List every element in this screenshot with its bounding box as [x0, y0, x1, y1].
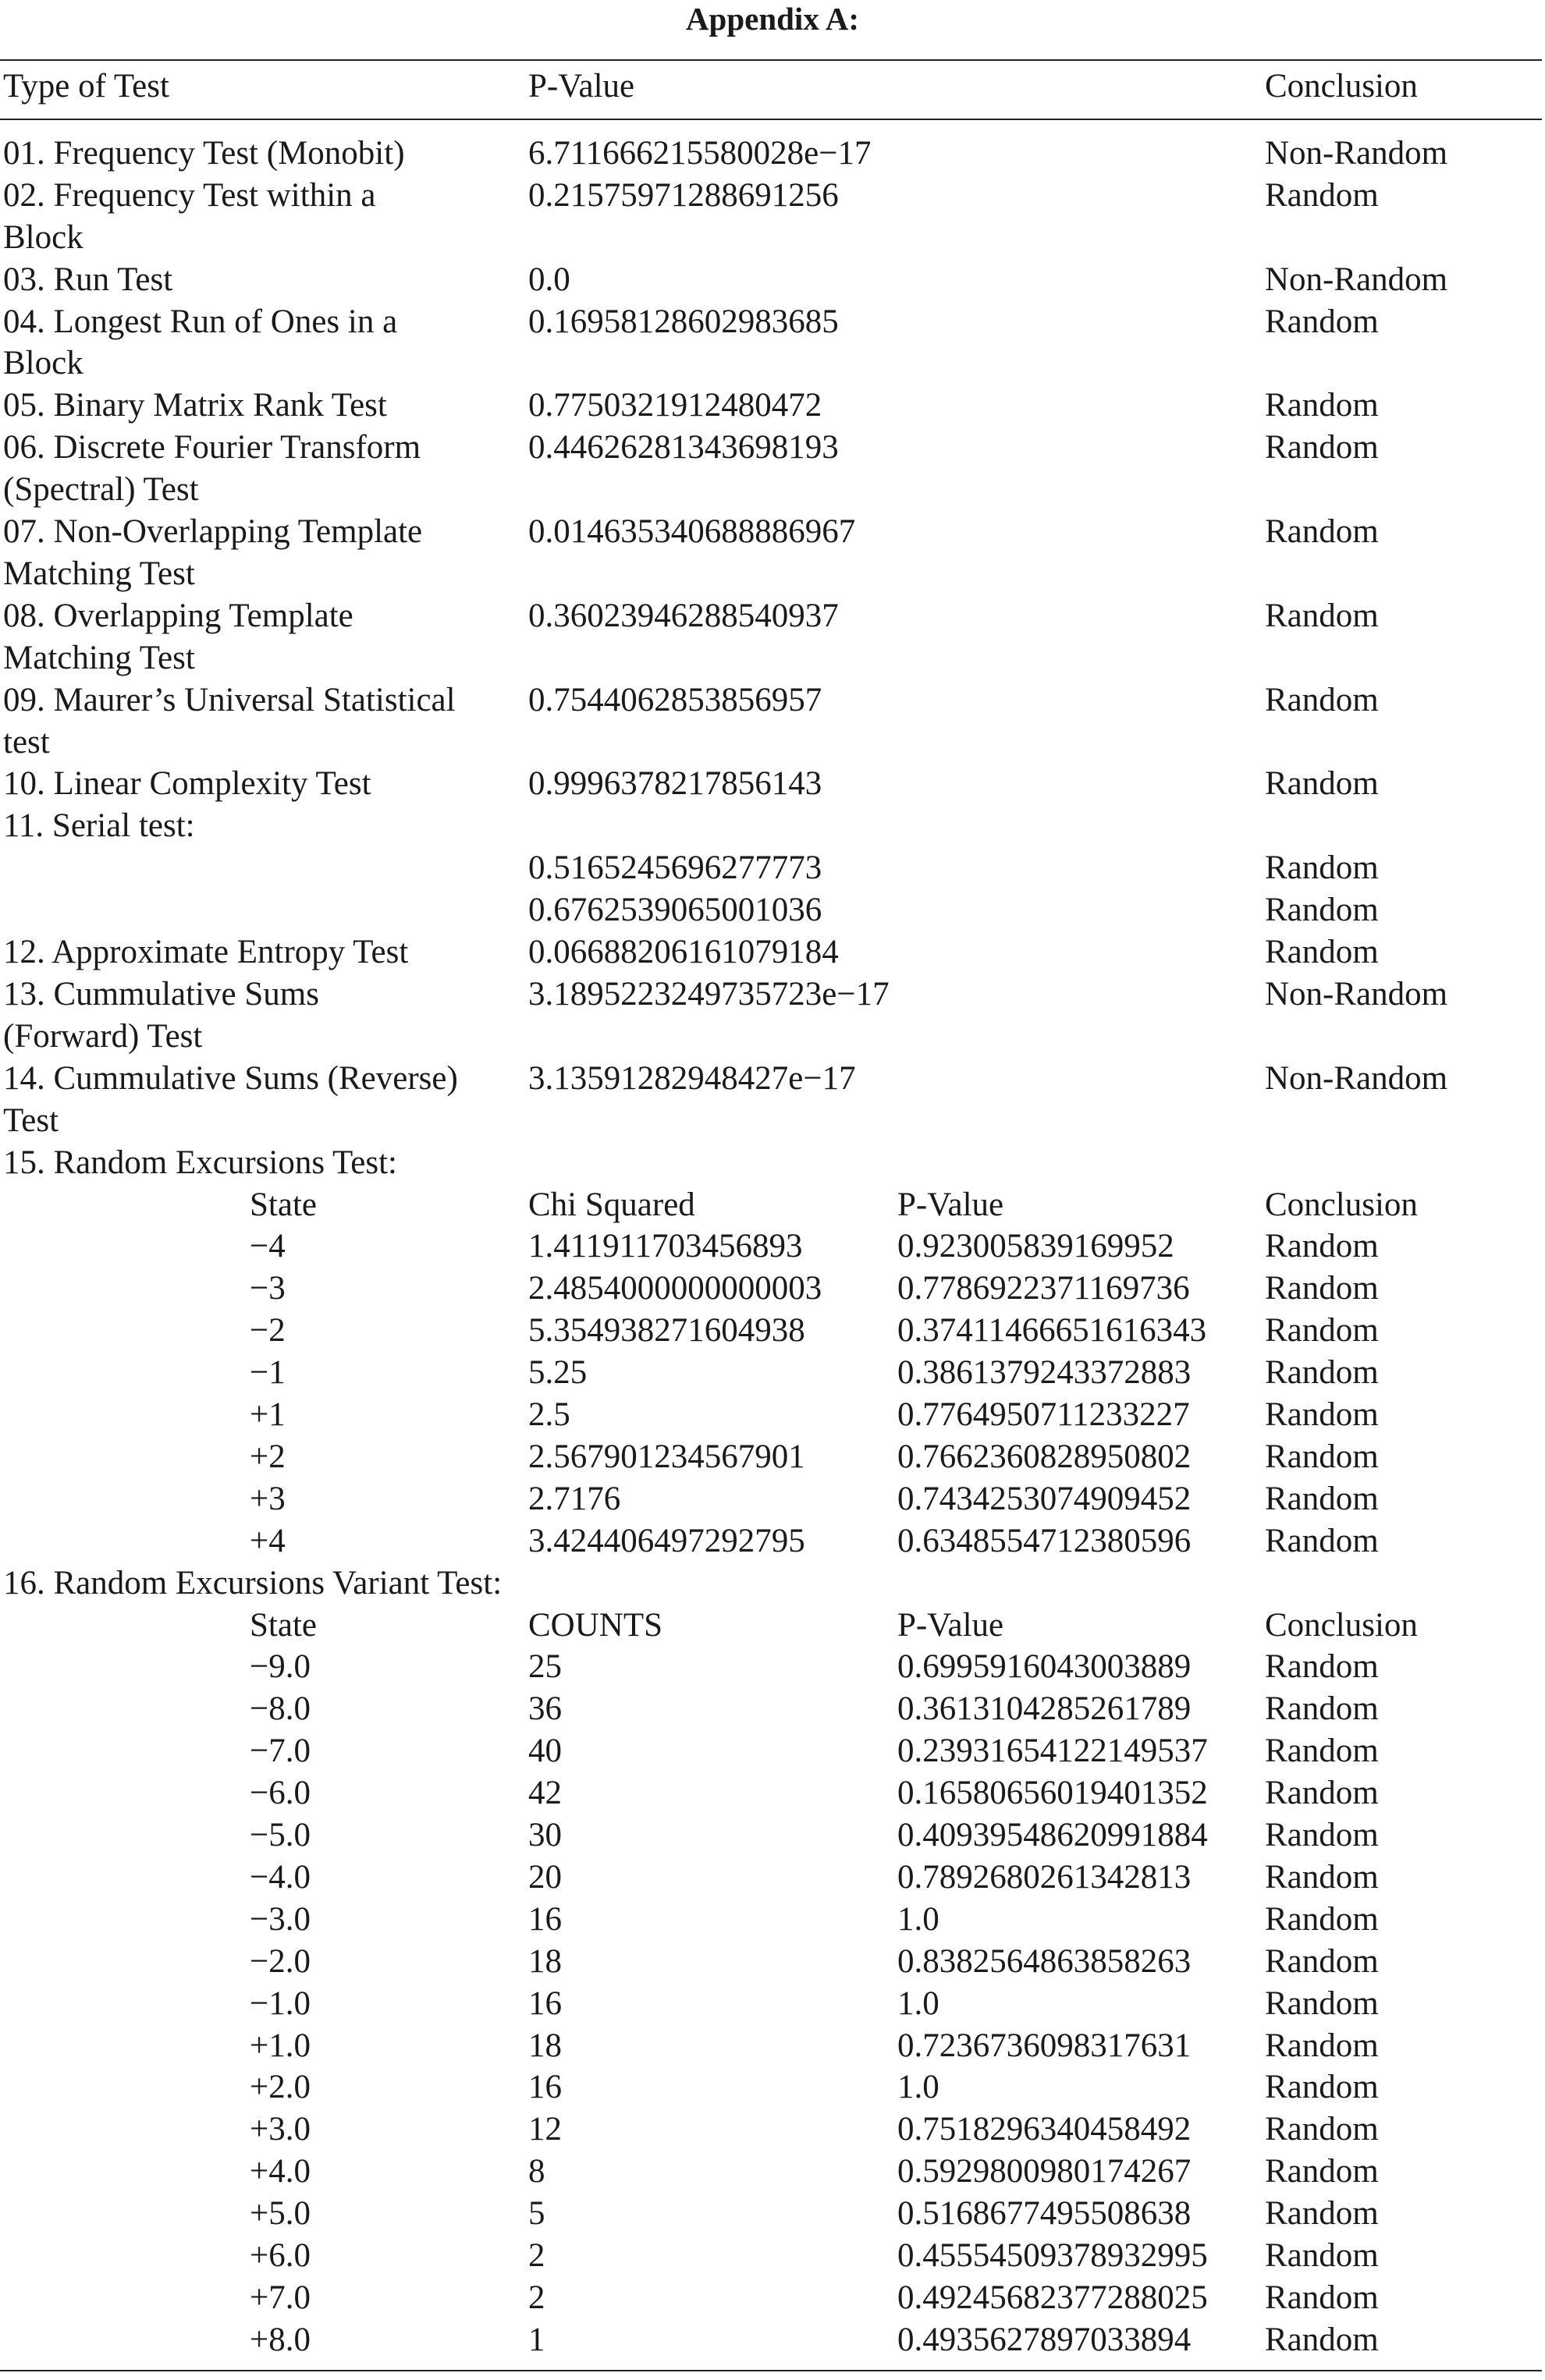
test-conclusion: Non-Random	[1265, 261, 1448, 298]
variant-conclusion: Random	[1265, 2237, 1379, 2274]
variant-conclusion: Random	[1265, 1985, 1379, 2022]
test-pvalue: 0.9996378217856143	[528, 765, 822, 802]
test-name-line: (Spectral) Test	[3, 471, 199, 508]
variant-conclusion: Random	[1265, 1901, 1379, 1938]
test-name-line: 12. Approximate Entropy Test	[3, 934, 409, 970]
variant-state: +6.0	[250, 2237, 311, 2274]
test-conclusion: Random	[1265, 682, 1379, 718]
excursions-stat: 2.567901234567901	[528, 1438, 805, 1475]
excursions-pvalue: 0.923005839169952	[897, 1228, 1174, 1264]
variant-state: +1.0	[250, 2027, 311, 2064]
variant-state: +8.0	[250, 2321, 311, 2358]
test-name-line: 06. Discrete Fourier Transform	[3, 429, 421, 466]
variant-pvalue: 0.5929800980174267	[897, 2153, 1192, 2190]
test-name-line: 04. Longest Run of Ones in a	[3, 303, 398, 340]
variant-stat: 25	[528, 1648, 562, 1685]
test-name-line: Block	[3, 345, 83, 381]
test-conclusion: Non-Random	[1265, 976, 1448, 1013]
appendix-title: Appendix A:	[685, 1, 860, 37]
variant-conclusion: Random	[1265, 2027, 1379, 2064]
excursions-pvalue: 0.6348554712380596	[897, 1523, 1192, 1559]
excursions-header-pvalue: P-Value	[897, 1186, 1004, 1223]
test-name-line: Matching Test	[3, 640, 195, 676]
excursions-label: 15. Random Excursions Test:	[3, 1144, 397, 1181]
variant-state: −5.0	[250, 1817, 311, 1853]
variant-state: +2.0	[250, 2069, 311, 2105]
test-pvalue: 0.16958128602983685	[528, 303, 839, 340]
header-type: Type of Test	[3, 68, 169, 105]
variant-stat: 36	[528, 1690, 562, 1727]
excursions-state: +3	[250, 1481, 286, 1517]
variant-state: +3.0	[250, 2111, 311, 2148]
variant-pvalue: 0.3613104285261789	[897, 1690, 1192, 1727]
variant-conclusion: Random	[1265, 2321, 1379, 2358]
excursions-stat: 2.4854000000000003	[528, 1270, 822, 1307]
variant-state: −7.0	[250, 1733, 311, 1769]
test-name-line: test	[3, 724, 50, 761]
variant-pvalue: 1.0	[897, 2069, 939, 2105]
excursions-state: +1	[250, 1396, 286, 1433]
variant-conclusion: Random	[1265, 1690, 1379, 1727]
test-name-line: Test	[3, 1102, 59, 1139]
excursions-stat: 2.7176	[528, 1481, 621, 1517]
test-conclusion: Random	[1265, 765, 1379, 802]
variant-stat: 40	[528, 1733, 562, 1769]
test-conclusion: Non-Random	[1265, 1060, 1448, 1097]
serial-pvalue: 0.5165245696277773	[528, 849, 822, 886]
variant-stat: 18	[528, 2027, 562, 2064]
variant-stat: 42	[528, 1775, 562, 1811]
variant-stat: 16	[528, 2069, 562, 2105]
excursions-stat: 3.424406497292795	[528, 1523, 805, 1559]
variant-state: −6.0	[250, 1775, 311, 1811]
header-conclusion: Conclusion	[1265, 68, 1418, 105]
header-rule	[0, 119, 1542, 120]
variant-label: 16. Random Excursions Variant Test:	[3, 1565, 503, 1601]
variant-header-conclusion: Conclusion	[1265, 1607, 1418, 1644]
variant-stat: 20	[528, 1859, 562, 1896]
excursions-pvalue: 0.7662360828950802	[897, 1438, 1192, 1475]
serial-pvalue: 0.6762539065001036	[528, 892, 822, 928]
excursions-pvalue: 0.7434253074909452	[897, 1481, 1192, 1517]
excursions-header-state: State	[250, 1186, 317, 1223]
top-rule	[0, 59, 1542, 61]
variant-header-stat: COUNTS	[528, 1607, 663, 1644]
variant-pvalue: 0.40939548620991884	[897, 1817, 1208, 1853]
test-name-line: (Forward) Test	[3, 1018, 203, 1055]
test-conclusion: Random	[1265, 934, 1379, 970]
variant-conclusion: Random	[1265, 2111, 1379, 2148]
test-pvalue: 3.13591282948427e−17	[528, 1060, 856, 1097]
variant-pvalue: 0.6995916043003889	[897, 1648, 1192, 1685]
excursions-state: −2	[250, 1312, 286, 1349]
variant-conclusion: Random	[1265, 2279, 1379, 2316]
excursions-pvalue: 0.3861379243372883	[897, 1354, 1192, 1391]
variant-state: −3.0	[250, 1901, 311, 1938]
variant-pvalue: 0.5168677495508638	[897, 2195, 1192, 2232]
excursions-state: −1	[250, 1354, 286, 1391]
variant-stat: 1	[528, 2321, 545, 2358]
excursions-header-stat: Chi Squared	[528, 1186, 695, 1223]
serial-conclusion: Random	[1265, 849, 1379, 886]
variant-state: +7.0	[250, 2279, 311, 2316]
variant-stat: 2	[528, 2279, 545, 2316]
variant-conclusion: Random	[1265, 2153, 1379, 2190]
excursions-conclusion: Random	[1265, 1438, 1379, 1475]
variant-state: −2.0	[250, 1943, 311, 1980]
excursions-state: +4	[250, 1523, 286, 1559]
variant-state: −8.0	[250, 1690, 311, 1727]
test-pvalue: 0.36023946288540937	[528, 598, 839, 634]
excursions-stat: 5.354938271604938	[528, 1312, 805, 1349]
variant-stat: 16	[528, 1901, 562, 1938]
test-name-line: 13. Cummulative Sums	[3, 976, 319, 1013]
variant-pvalue: 0.49245682377288025	[897, 2279, 1208, 2316]
excursions-stat: 1.411911703456893	[528, 1228, 803, 1264]
variant-stat: 2	[528, 2237, 545, 2274]
variant-state: −9.0	[250, 1648, 311, 1685]
test-name-line: 08. Overlapping Template	[3, 598, 353, 634]
variant-state: +4.0	[250, 2153, 311, 2190]
test-pvalue: 0.44626281343698193	[528, 429, 839, 466]
variant-stat: 30	[528, 1817, 562, 1853]
variant-conclusion: Random	[1265, 1943, 1379, 1980]
test-pvalue: 0.7544062853856957	[528, 682, 822, 718]
test-conclusion: Random	[1265, 598, 1379, 634]
variant-state: +5.0	[250, 2195, 311, 2232]
variant-conclusion: Random	[1265, 2195, 1379, 2232]
excursions-state: −4	[250, 1228, 286, 1264]
test-name-line: 03. Run Test	[3, 261, 173, 298]
test-name-line: 05. Binary Matrix Rank Test	[3, 387, 387, 424]
excursions-state: +2	[250, 1438, 286, 1475]
test-pvalue: 0.21575971288691256	[528, 177, 839, 214]
excursions-pvalue: 0.7764950711233227	[897, 1396, 1190, 1433]
test-conclusion: Random	[1265, 303, 1379, 340]
variant-header-state: State	[250, 1607, 317, 1644]
variant-stat: 5	[528, 2195, 545, 2232]
variant-pvalue: 0.16580656019401352	[897, 1775, 1208, 1811]
serial-test-label: 11. Serial test:	[3, 807, 195, 844]
variant-conclusion: Random	[1265, 1733, 1379, 1769]
bottom-rule	[0, 2370, 1542, 2371]
test-conclusion: Random	[1265, 513, 1379, 550]
excursions-pvalue: 0.7786922371169736	[897, 1270, 1190, 1307]
variant-state: −1.0	[250, 1985, 311, 2022]
test-pvalue: 6.71166621558002​8e−17	[528, 135, 872, 172]
test-name-line: 09. Maurer’s Universal Statistical	[3, 682, 456, 718]
test-conclusion: Random	[1265, 387, 1379, 424]
excursions-conclusion: Random	[1265, 1481, 1379, 1517]
variant-conclusion: Random	[1265, 1859, 1379, 1896]
test-pvalue: 0.7750321912480472	[528, 387, 822, 424]
test-pvalue: 0.0	[528, 261, 570, 298]
variant-stat: 16	[528, 1985, 562, 2022]
serial-conclusion: Random	[1265, 892, 1379, 928]
test-name-line: Block	[3, 219, 83, 256]
variant-pvalue: 0.7518296340458492	[897, 2111, 1192, 2148]
test-pvalue: 0.014635340688886967	[528, 513, 856, 550]
excursions-pvalue: 0.37411466651616343	[897, 1312, 1207, 1349]
variant-pvalue: 0.45554509378932995	[897, 2237, 1208, 2274]
test-pvalue: 3.1895223249735723e−17	[528, 976, 890, 1013]
variant-pvalue: 0.8382564863858263	[897, 1943, 1192, 1980]
test-name-line: Matching Test	[3, 555, 195, 592]
header-pvalue: P-Value	[528, 68, 635, 105]
variant-pvalue: 1.0	[897, 1985, 939, 2022]
variant-stat: 12	[528, 2111, 562, 2148]
test-name-line: 10. Linear Complexity Test	[3, 765, 371, 802]
test-name-line: 01. Frequency Test (Monobit)	[3, 135, 405, 172]
variant-state: −4.0	[250, 1859, 311, 1896]
variant-conclusion: Random	[1265, 1648, 1379, 1685]
excursions-conclusion: Random	[1265, 1523, 1379, 1559]
test-name-line: 14. Cummulative Sums (Reverse)	[3, 1060, 458, 1097]
variant-pvalue: 0.23931654122149537	[897, 1733, 1208, 1769]
excursions-conclusion: Random	[1265, 1270, 1379, 1307]
test-conclusion: Random	[1265, 177, 1379, 214]
variant-header-pvalue: P-Value	[897, 1607, 1004, 1644]
test-conclusion: Non-Random	[1265, 135, 1448, 172]
excursions-state: −3	[250, 1270, 286, 1307]
variant-pvalue: 0.7236736098317631	[897, 2027, 1192, 2064]
excursions-conclusion: Random	[1265, 1354, 1379, 1391]
variant-conclusion: Random	[1265, 1817, 1379, 1853]
excursions-stat: 2.5	[528, 1396, 570, 1433]
variant-pvalue: 0.4935627897033894	[897, 2321, 1192, 2358]
test-conclusion: Random	[1265, 429, 1379, 466]
excursions-stat: 5.25	[528, 1354, 588, 1391]
excursions-conclusion: Random	[1265, 1312, 1379, 1349]
excursions-header-conclusion: Conclusion	[1265, 1186, 1418, 1223]
variant-conclusion: Random	[1265, 2069, 1379, 2105]
variant-pvalue: 1.0	[897, 1901, 939, 1938]
variant-conclusion: Random	[1265, 1775, 1379, 1811]
test-pvalue: 0.06688206161079184	[528, 934, 839, 970]
excursions-conclusion: Random	[1265, 1228, 1379, 1264]
test-name-line: 07. Non-Overlapping Template	[3, 513, 423, 550]
excursions-conclusion: Random	[1265, 1396, 1379, 1433]
variant-stat: 18	[528, 1943, 562, 1980]
variant-stat: 8	[528, 2153, 545, 2190]
test-name-line: 02. Frequency Test within a	[3, 177, 376, 214]
variant-pvalue: 0.7892680261342813	[897, 1859, 1192, 1896]
